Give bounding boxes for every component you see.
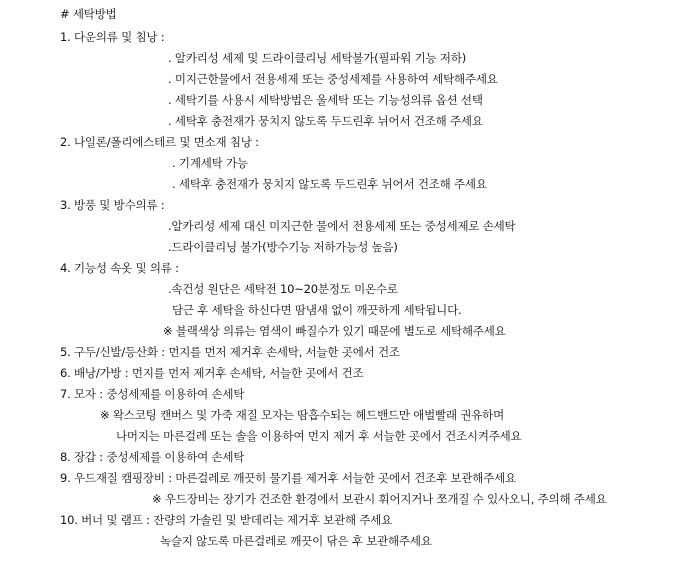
section-4-item-1-continued: 담근 후 세탁을 하신다면 땀냄새 없이 깨끗하게 세탁됩니다.	[172, 303, 462, 317]
section-1-item-1: . 알카리성 세제 및 드라이클리닝 세탁불가(필파워 기능 저하)	[168, 51, 467, 65]
section-1-item-4: . 세탁후 충전재가 뭉치지 않도록 두드린후 뉘어서 건조해 주세요	[168, 114, 483, 128]
section-8: 8. 장갑 : 중성세제를 이용하여 손세탁	[60, 450, 245, 464]
document-title: # 세탁방법	[60, 7, 117, 21]
section-6: 6. 배낭/가방 : 먼지를 먼저 제거후 손세탁, 서늘한 곳에서 건조	[60, 366, 364, 380]
section-10-heading: 10. 버너 및 램프 : 잔량의 가솔린 및 받데리는 제거후 보관해 주세요	[60, 513, 393, 527]
section-10-continued: 녹슬지 않도록 마른걸레로 깨끗이 닦은 후 보관해주세요	[160, 534, 432, 548]
section-2-item-2: . 세탁후 충전재가 뭉치지 않도록 두드린후 뉘어서 건조해 주세요	[172, 177, 487, 191]
section-2-heading: 2. 나일론/폴리에스테르 및 면소재 침낭 :	[60, 135, 259, 149]
section-1-item-3: . 세탁기를 사용시 세탁방법은 울세탁 또는 기능성의류 옵션 선택	[168, 93, 483, 107]
section-3-item-2: .드라이클리닝 불가(방수기능 저하가능성 높음)	[168, 240, 398, 254]
section-4-item-1: .속건성 원단은 세탁전 10~20분정도 미온수로	[168, 282, 398, 296]
section-4-note: ※ 블랙색상 의류는 염색이 빠질수가 있기 때문에 별도로 세탁해주세요	[163, 324, 506, 338]
section-2-item-1: . 기계세탁 가능	[172, 156, 248, 170]
section-4-heading: 4. 기능성 속옷 및 의류 :	[60, 261, 179, 275]
section-7-note: ※ 왁스코팅 캔버스 및 가죽 재질 모자는 땀흡수되는 헤드밴드만 애벌빨래 권유하며	[100, 408, 504, 422]
section-5: 5. 구두/신발/등산화 : 먼지를 먼저 제거후 손세탁, 서늘한 곳에서 건조	[60, 345, 400, 359]
section-1-item-2: . 미지근한물에서 전용세제 또는 중성세제를 사용하여 세탁해주세요	[168, 72, 498, 86]
section-1-heading: 1. 다운의류 및 침낭 :	[60, 30, 165, 44]
section-3-item-1: .알카리성 세제 대신 미지근한 물에서 전용세제 또는 중성세제로 손세탁	[168, 219, 516, 233]
section-9-heading: 9. 우드재질 캠핑장비 : 마른걸레로 깨끗히 물기를 제거후 서늘한 곳에서 건조후 보관해주세요	[60, 471, 516, 485]
section-7-note-continued: 나머지는 마른걸레 또는 솔을 이용하여 먼지 제거 후 서늘한 곳에서 건조시켜주세요	[116, 429, 522, 443]
section-3-heading: 3. 방풍 및 방수의류 :	[60, 198, 165, 212]
section-7-heading: 7. 모자 : 중성세제를 이용하여 손세탁	[60, 387, 245, 401]
section-9-note: ※ 우드장비는 장기가 건조한 환경에서 보관시 휘어지거나 쪼개질 수 있사오니, 주의해 주세요	[152, 492, 607, 506]
